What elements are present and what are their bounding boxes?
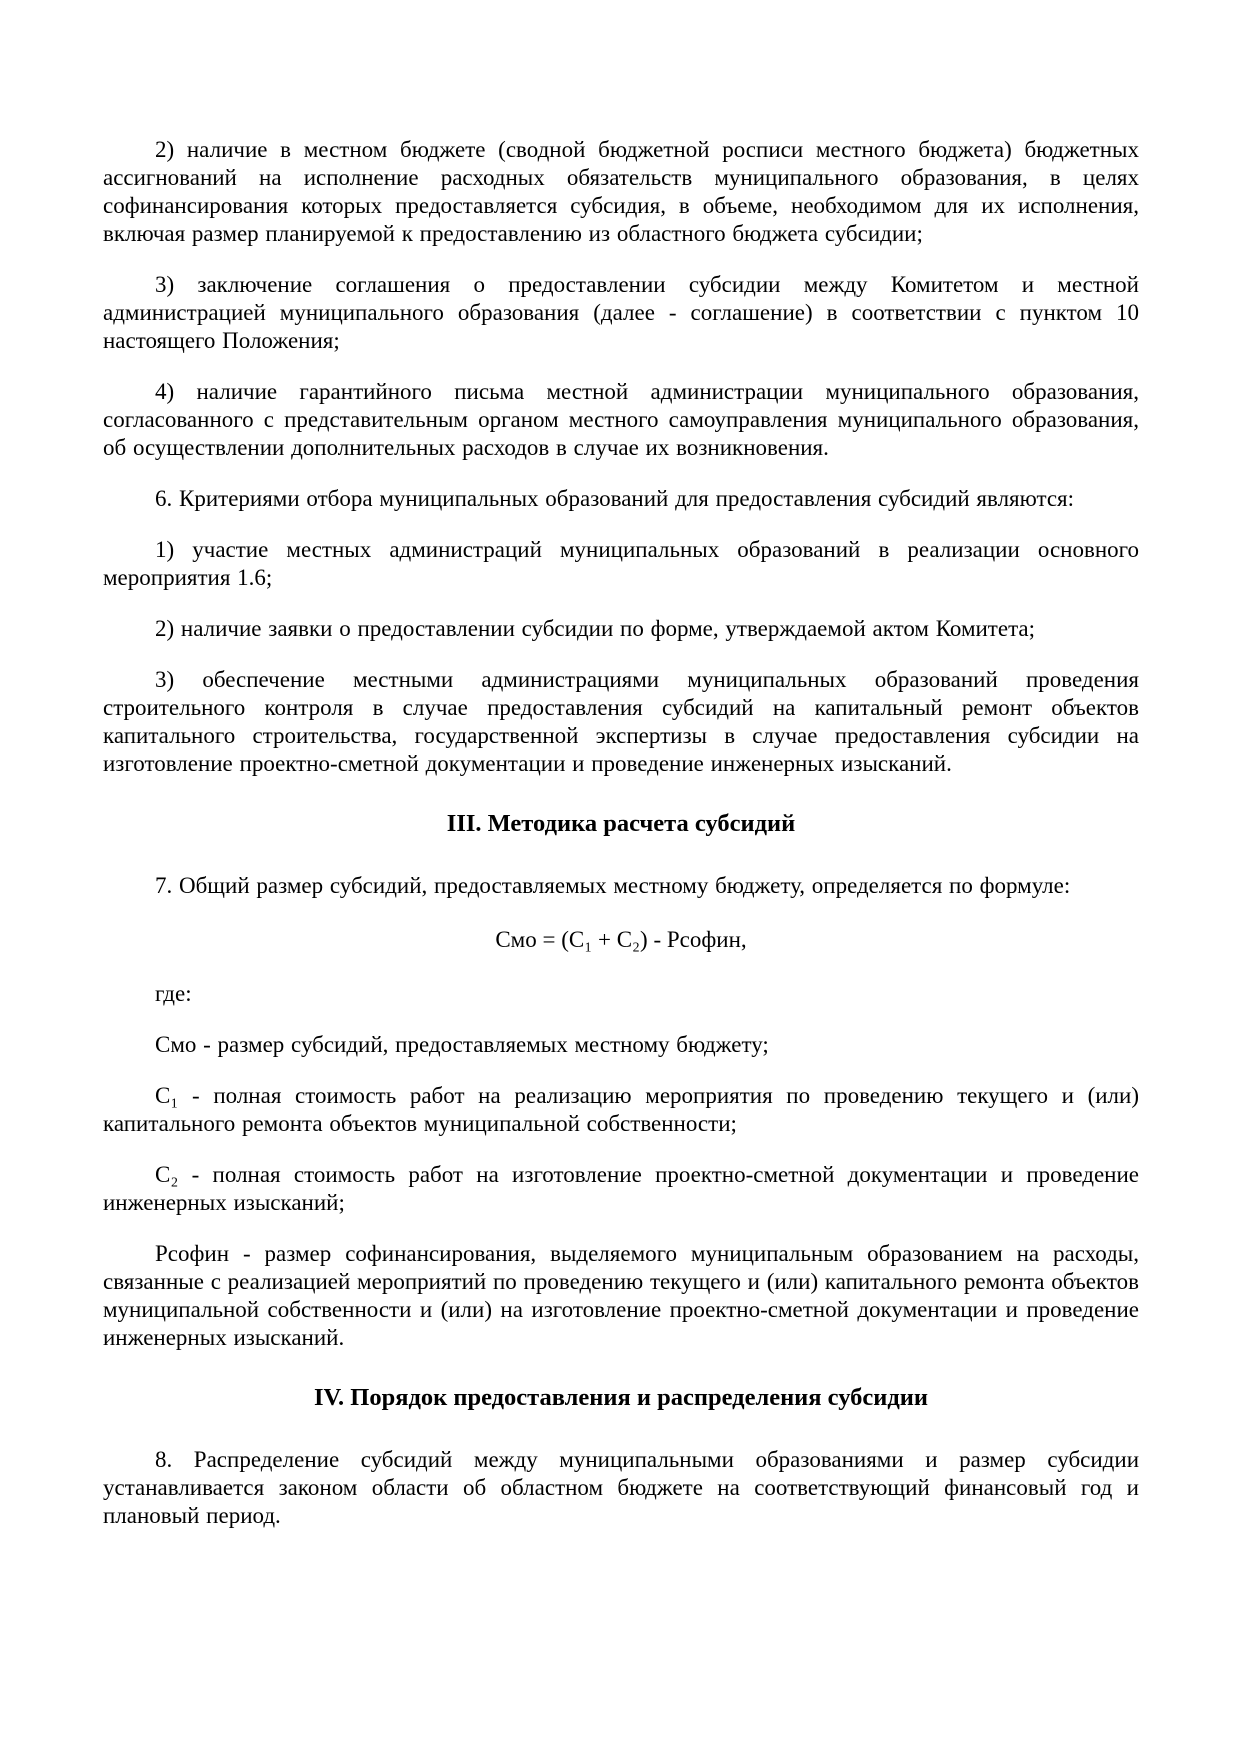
section-heading-iii: III. Методика расчета субсидий — [446, 810, 796, 837]
paragraph-criterion-3-construction-control: 3) обеспечение местными администрациями муниципальных образований проведения строительного контроля в случае предоставления субсидий на капитальный ремонт объектов капитального строительства, государственной экспертизы в случае предоставления субсидии на изготовление проектно-сметной документации и проведение инженерных изысканий. — [103, 667, 1139, 776]
paragraph-definition-smo: Смо - размер субсидий, предоставляемых местному бюджету; — [155, 1032, 769, 1057]
paragraph-condition-4-guarantee-letter: 4) наличие гарантийного письма местной администрации муниципального образования, согласованного с представительным органом местного самоуправления муниципального образования, об осуществлении дополнительных расходов в случае их возникновения. — [103, 379, 1139, 460]
paragraph-condition-3-agreement: 3) заключение соглашения о предоставлении субсидии между Комитетом и местной администрацией муниципального образования (далее - соглашение) в соответствии с пунктом 10 настоящего Положения; — [103, 272, 1139, 353]
paragraph-definition-c2: С₂ - полная стоимость работ на изготовление проектно-сметной документации и проведение инженерных изысканий; — [103, 1162, 1139, 1215]
paragraph-where-label: где: — [155, 981, 192, 1006]
paragraph-item-8-distribution: 8. Распределение субсидий между муниципальными образованиями и размер субсидии устанавливается законом области об областном бюджете на соответствующий финансовый год и плановый период. — [103, 1447, 1139, 1528]
paragraph-item-7-formula-intro: 7. Общий размер субсидий, предоставляемых местному бюджету, определяется по формуле: — [155, 873, 1071, 898]
paragraph-definition-rsofin: Рсофин - размер софинансирования, выделяемого муниципальным образованием на расходы, связанные с реализацией мероприятий по проведению текущего и (или) капитального ремонта объектов муниципальной собственности и (или) на изготовление проектно-сметной документации и проведение инженерных изысканий. — [103, 1241, 1139, 1350]
paragraph-criterion-1-participation: 1) участие местных администраций муниципальных образований в реализации основного мероприятия 1.6; — [103, 537, 1139, 590]
document-text-block — [103, 136, 1139, 1553]
section-heading-iv: IV. Порядок предоставления и распределения субсидии — [313, 1384, 929, 1411]
paragraph-criterion-2-application: 2) наличие заявки о предоставлении субсидии по форме, утверждаемой актом Комитета; — [155, 616, 1036, 641]
paragraph-item-6-criteria: 6. Критериями отбора муниципальных образований для предоставления субсидий являются: — [155, 486, 1075, 511]
paragraph-condition-2-budget: 2) наличие в местном бюджете (сводной бюджетной росписи местного бюджета) бюджетных ассигнований на исполнение расходных обязательств муниципального образования, в целях софинансирования которых предоставляется субсидия, в объеме, необходимом для их исполнения, включая размер планируемой к предоставлению из областного бюджета субсидии; — [103, 137, 1139, 246]
paragraph-definition-c1: С₁ - полная стоимость работ на реализацию мероприятия по проведению текущего и (или) капитального ремонта объектов муниципальной собственности; — [103, 1083, 1139, 1136]
subsidy-formula: Смо = (С₁ + С₂) - Рсофин, — [495, 927, 747, 952]
